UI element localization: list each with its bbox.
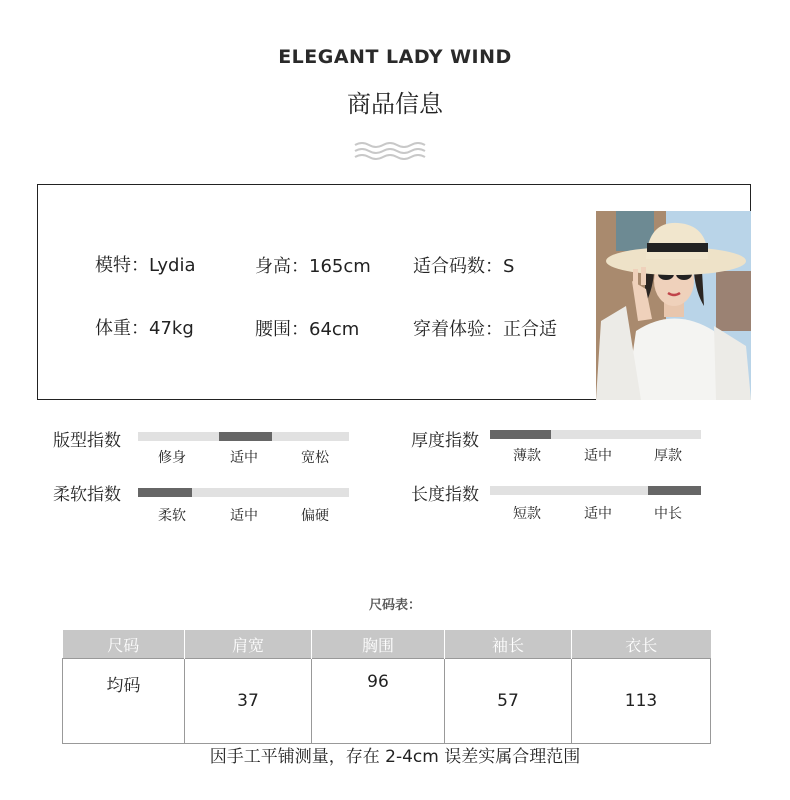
length-index-option: 短款	[513, 506, 541, 522]
shoulder-cell: 37	[185, 659, 312, 744]
thickness-index-fill	[490, 430, 551, 439]
length-index-label: 长度指数	[411, 485, 479, 505]
model-photo	[596, 211, 751, 400]
wear-experience: 穿着体验：正合适	[413, 319, 557, 340]
length-index-option: 中长	[654, 506, 682, 522]
fit-index-fill	[219, 432, 272, 441]
length-cell: 113	[572, 659, 711, 744]
softness-index-option: 适中	[230, 508, 258, 524]
title-chinese: 商品信息	[347, 90, 443, 118]
softness-index-label: 柔软指数	[53, 485, 121, 505]
model-weight: 体重：47kg	[95, 318, 194, 339]
fit-index-option: 宽松	[301, 450, 329, 466]
length-index-bar	[490, 486, 701, 495]
model-waist: 腰围：64cm	[255, 319, 360, 340]
size-table	[62, 630, 711, 744]
fit-index-label: 版型指数	[53, 431, 121, 451]
size-cell: 均码	[63, 659, 185, 744]
model-size: 适合码数：S	[413, 256, 515, 277]
size-table-header: 肩宽	[185, 630, 312, 659]
size-table-header: 尺码	[63, 630, 185, 659]
sleeve-cell: 57	[445, 659, 572, 744]
thickness-index-bar	[490, 430, 701, 439]
size-table-header: 袖长	[445, 630, 572, 659]
measurement-note: 因手工平铺测量，存在 2-4cm 误差实属合理范围	[209, 747, 581, 767]
thickness-index-option: 薄款	[513, 448, 541, 464]
softness-index-fill	[138, 488, 192, 497]
size-table-header: 胸围	[312, 630, 445, 659]
softness-index-bar	[138, 488, 349, 497]
size-table-header-row	[63, 630, 711, 659]
thickness-index-option: 适中	[584, 448, 612, 464]
size-table-caption: 尺码表：	[368, 598, 421, 613]
thickness-index-label: 厚度指数	[411, 431, 479, 451]
size-table-header: 衣长	[572, 630, 711, 659]
wave-divider-icon	[353, 140, 427, 162]
model-height: 身高：165cm	[255, 256, 371, 277]
model-name: 模特：Lydia	[95, 255, 196, 276]
title-english: ELEGANT LADY WIND	[278, 46, 512, 68]
length-index-fill	[648, 486, 701, 495]
softness-index-option: 偏硬	[301, 508, 329, 524]
softness-index-option: 柔软	[158, 508, 186, 524]
table-row	[63, 659, 711, 744]
fit-index-bar	[138, 432, 349, 441]
thickness-index-option: 厚款	[654, 448, 682, 464]
fit-index-option: 修身	[158, 450, 186, 466]
fit-index-option: 适中	[230, 450, 258, 466]
chest-cell: 96	[312, 659, 445, 744]
length-index-option: 适中	[584, 506, 612, 522]
